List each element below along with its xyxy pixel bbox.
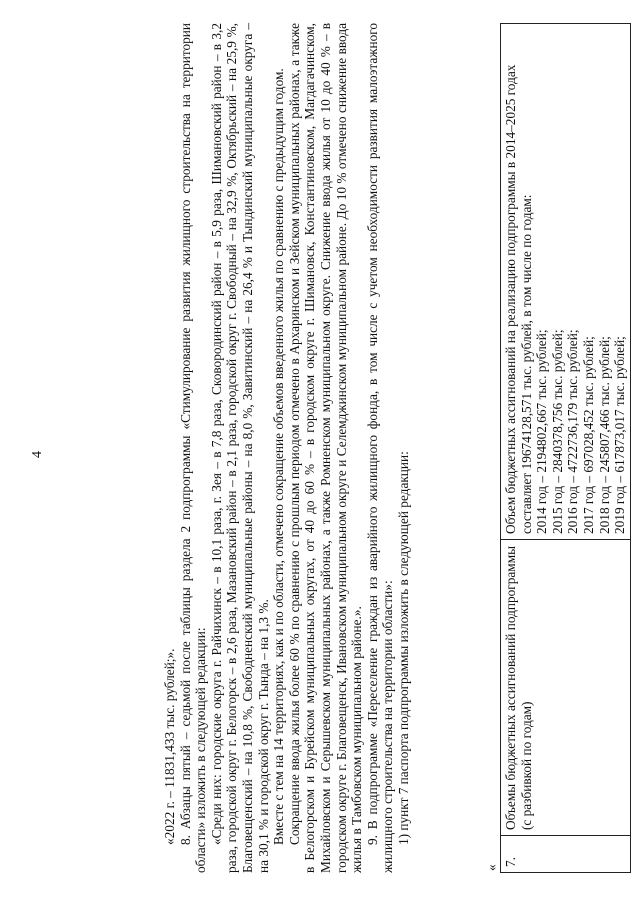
paragraph: 1) пункт 7 паспорта подпрограммы изложить в следующей редакции: bbox=[395, 451, 411, 845]
row-content bbox=[501, 24, 631, 540]
row-name: Объемы бюджетных ассигнований подпрограммы (с разбивкой по годам) bbox=[501, 540, 631, 836]
content-line: 2018 год – 245807,466 тыс. рублей; bbox=[596, 336, 612, 534]
paragraph: Сокращение ввода жилья более 60 % по сравнению с прошлым периодом отмечено в Архаринском и Зейском муниципальных районах, а также в Белогорском и Бурейском муниципальных округах, от 40 до 60 % – в городском округе г. Шимановск, Константиновском, Магдагачинском, Михайловском и Серышевском муниципальных районах, а также Ромненском муниципальном округе. Снижение ввода жилья от 10 до 40 % – в городском округе г. Благовещенск, Ивановском муниципальном округе и Селемджинском муниципальном районе. До 10 % отмечено снижение ввода жилья в Тамбовском муниципальном районе.». bbox=[286, 23, 365, 873]
row-number: 7. bbox=[501, 836, 631, 873]
paragraph: 8. Абзацы пятый – седьмой после таблицы раздела 2 подпрограммы «Стимулирование развития жилищного строительства на территории области» изложить в следующей редакции: bbox=[177, 23, 209, 873]
open-quote: « bbox=[484, 864, 499, 871]
body-text bbox=[162, 23, 412, 873]
page-number: 4 bbox=[30, 451, 45, 458]
paragraph: «Среди них: городские округа г. Райчихинск – в 10,1 раза, г. Зея – в 7,8 раза, Сковородинский район – в 5,9 раза, Шимановский район – в 3,2 раза, городской округ г. Белогорск – в 2,6 раза, Мазановский район – в 2,1 раза, городской округ г. Свободный – на 32,9 %, Октябрьский – на 25,9 %, Благовещенский – на 10,8 %, Свободненский муниципальные районы – на 8,0 %, Завитинский – на 26,4 % и Тындинский муниципальные округа – на 30,1 % и городской округ г. Тында – на 1,3 %. bbox=[208, 23, 271, 873]
paragraph: Вместе с тем на 14 территориях, как и по области, отмечено сокращение объемов введенного жилья по сравнению с предыдущим годом. bbox=[271, 68, 287, 845]
passport-table bbox=[500, 23, 631, 873]
content-line: 2017 год – 697028,452 тыс. рублей; bbox=[580, 336, 596, 534]
content-line: Объем бюджетных ассигнований на реализацию подпрограммы в 2014–2025 годах составляет 19674128,571 тыс. рублей, в том числе по годам: bbox=[503, 64, 534, 534]
content-line: 2016 год – 4722736,179 тыс. рублей; bbox=[565, 329, 581, 534]
content-line: 2015 год – 2840378,756 тыс. рублей; bbox=[549, 329, 565, 534]
content-line: 2019 год – 617873,017 тыс. рублей; bbox=[612, 336, 628, 534]
paragraph: 9. В подпрограмме «Переселение граждан из аварийного жилищного фонда, в том числе с учетом необходимости развития малоэтажного жилищного строительства на территории области»: bbox=[364, 23, 396, 873]
table-row bbox=[501, 24, 631, 873]
content-line: 2014 год – 2194802,667 тыс. рублей; bbox=[534, 329, 550, 534]
rotated-page-content bbox=[162, 23, 632, 873]
paragraph: «2022 г. – 11831,433 тыс. рублей;». bbox=[162, 648, 177, 845]
